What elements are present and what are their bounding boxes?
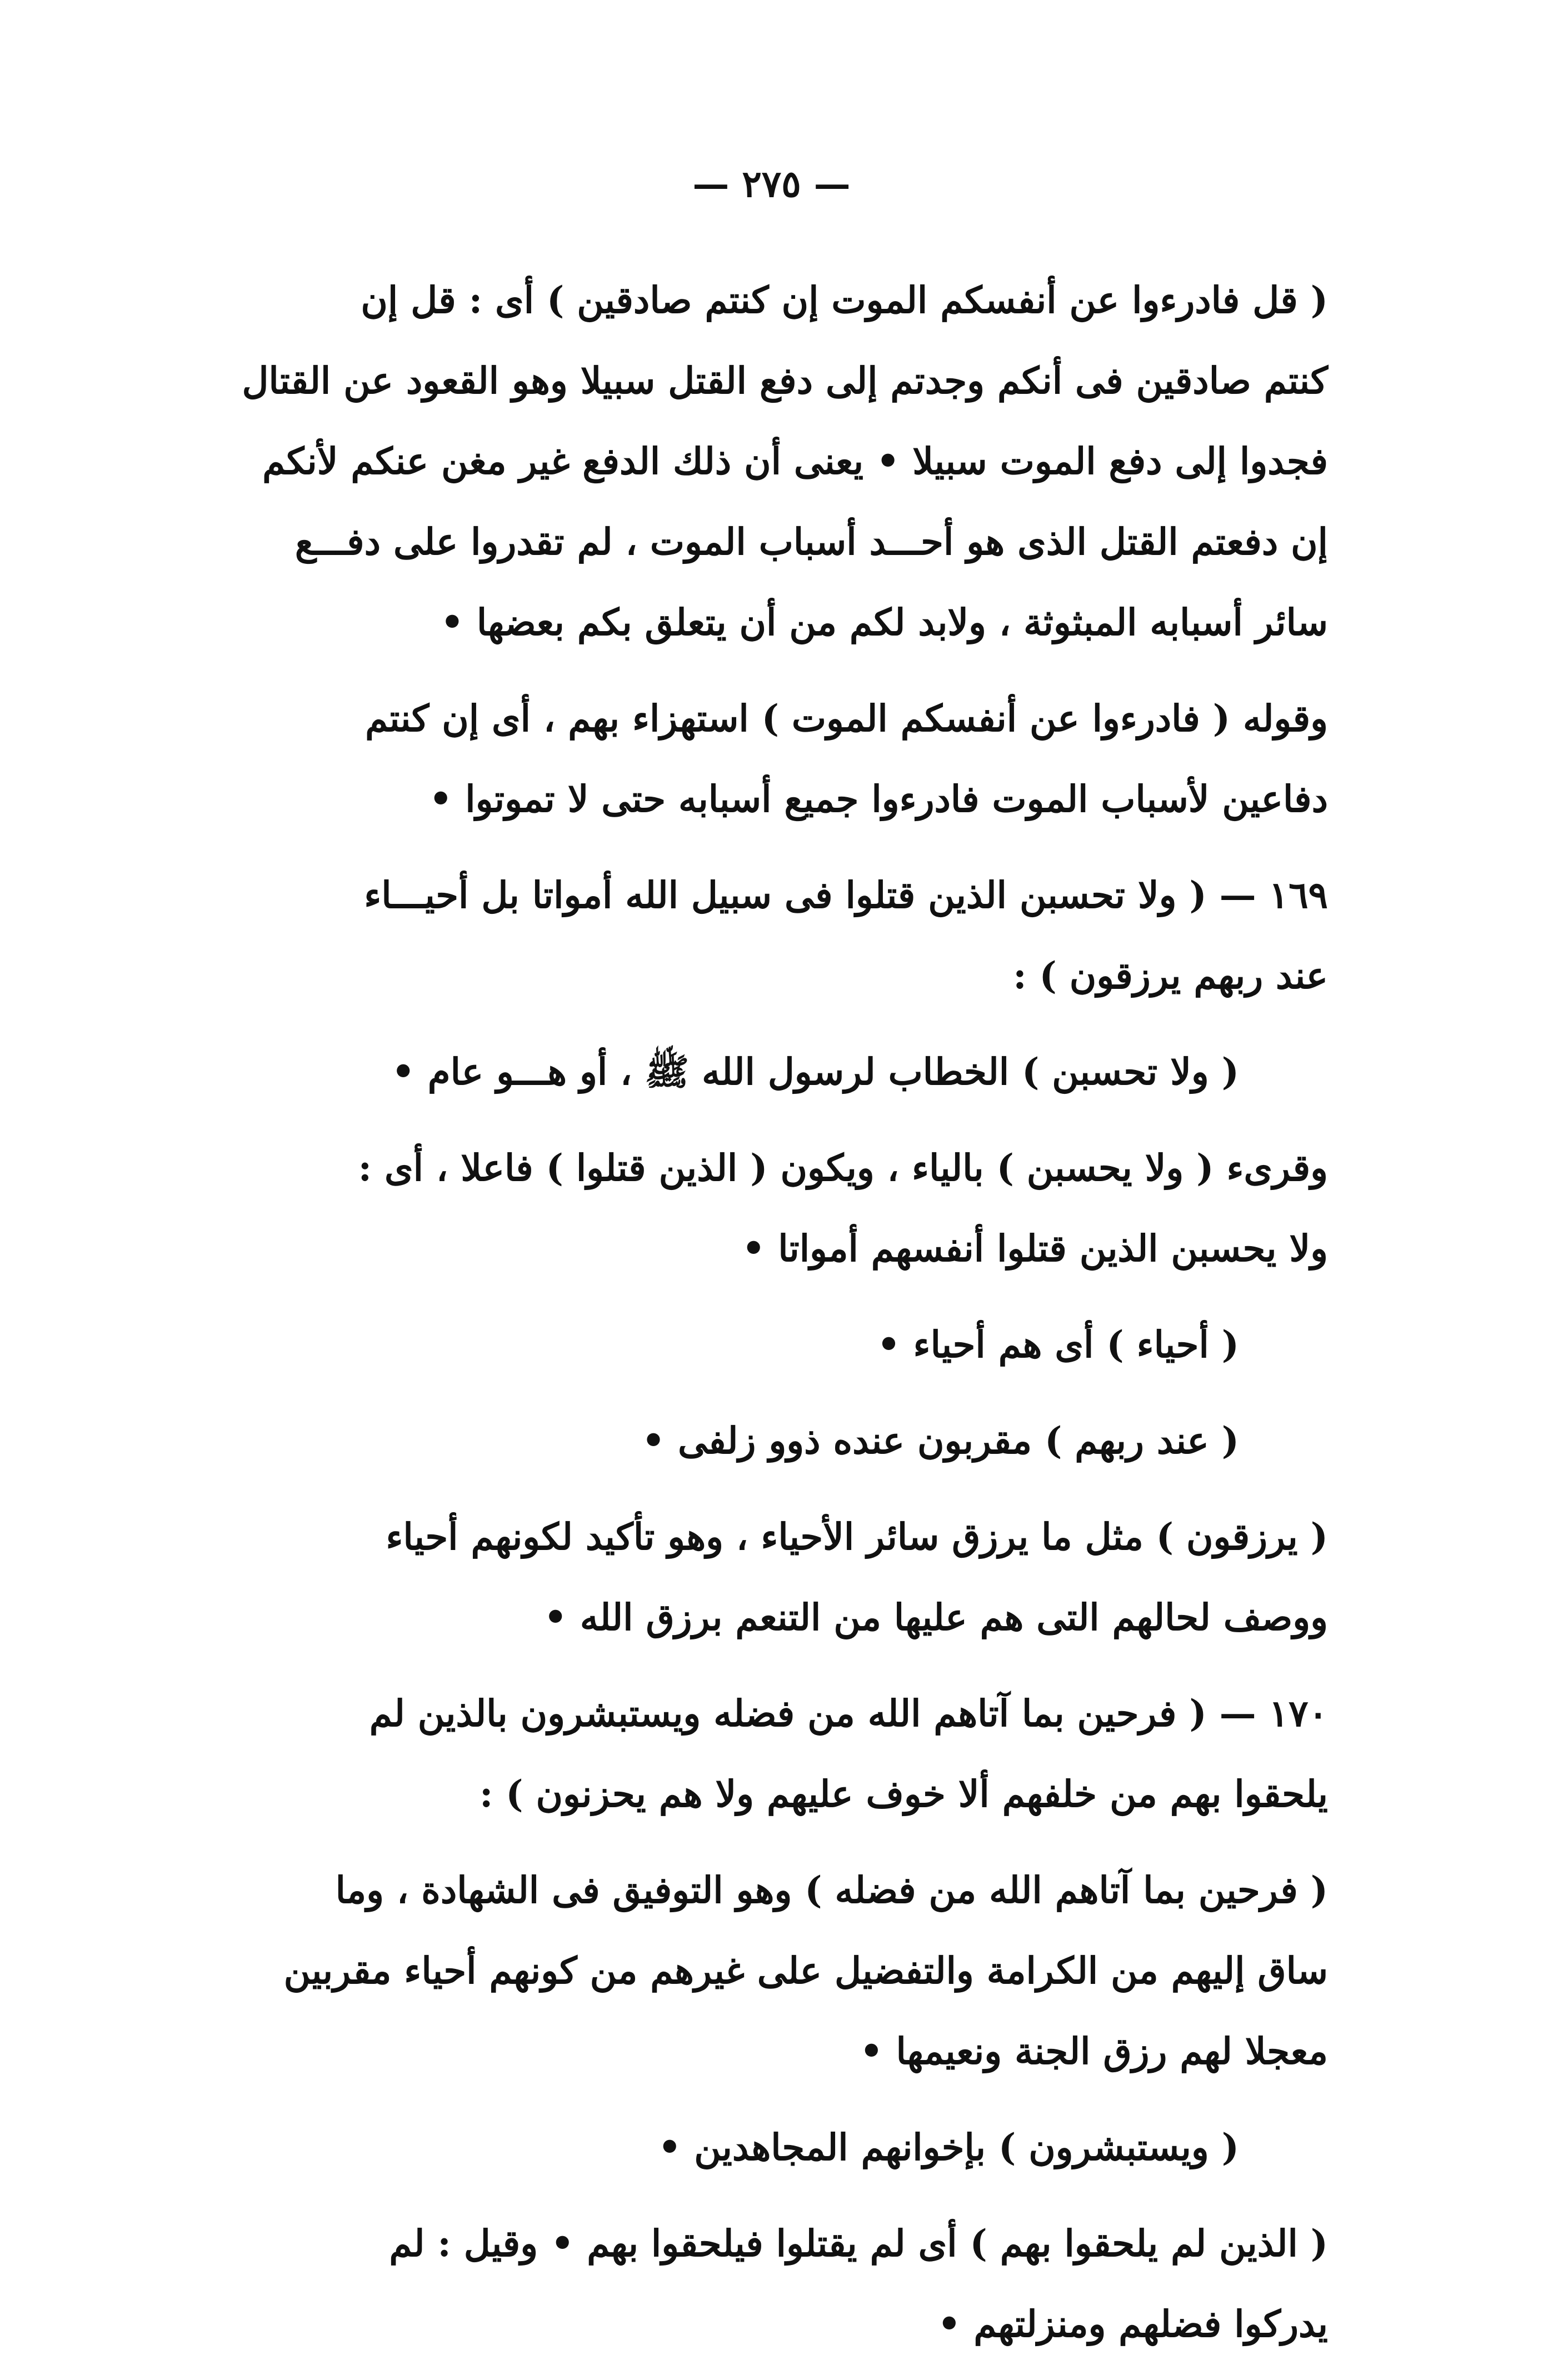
paragraph: [300, 855, 1328, 1016]
text-line: ووصف لحالهم التى هم عليها من التنعم برزق الله •: [543, 1596, 1328, 1639]
text-line: وقرىء ( ولا يحسبن ) بالياء ، ويكون ( الذين قتلوا ) فاعلا ، أى :: [358, 1146, 1328, 1189]
paragraph: [300, 1401, 1328, 1481]
text-line: فجدوا إلى دفع الموت سبيلا • يعنى أن ذلك الدفع غير مغن عنكم لأنكم: [262, 439, 1328, 483]
text-line: عند ربهم يرزقون ) :: [1013, 954, 1328, 997]
text-line: ( ولا تحسبن ) الخطاب لرسول الله ﷺ ، أو هـــو عام •: [391, 1050, 1239, 1093]
paragraph: [242, 260, 1328, 663]
paragraph: [300, 1032, 1328, 1112]
paragraph: [300, 678, 1328, 839]
text-line: كنتم صادقين فى أنكم وجدتم إلى دفع القتل سبيلا وهو القعود عن القتال: [242, 359, 1328, 402]
text-line: سائر أسبابه المبثوثة ، ولابد لكم من أن يتعلق بكم بعضها •: [440, 601, 1328, 644]
text-line: ولا يحسبن الذين قتلوا أنفسهم أمواتا •: [742, 1227, 1328, 1270]
paragraph: [300, 2107, 1328, 2188]
text-line: ( الذين لم يلحقوا بهم ) أى لم يقتلوا فيلحقوا بهم • وقيل : لم: [389, 2222, 1328, 2265]
text-line: ( أحياء ) أى هم أحياء •: [877, 1323, 1239, 1366]
paragraph: [300, 1673, 1328, 1834]
text-line: ( فرحين بما آتاهم الله من فضله ) وهو التوفيق فى الشهادة ، وما: [335, 1868, 1328, 1912]
paragraph: [300, 2203, 1328, 2364]
text-line: ١٦٩ — ( ولا تحسبن الذين قتلوا فى سبيل الله أمواتا بل أحيـــاء: [364, 873, 1328, 917]
text-line: إن دفعتم القتل الذى هو أحـــد أسباب الموت ، لم تقدروا على دفـــع: [294, 520, 1328, 563]
text-line: ( يرزقون ) مثل ما يرزق سائر الأحياء ، وهو تأكيد لكونهم أحياء: [386, 1515, 1328, 1558]
text-line: يدركوا فضلهم ومنزلتهم •: [937, 2302, 1328, 2346]
paragraph: [300, 1304, 1328, 1385]
paragraph: [300, 1128, 1328, 1289]
paragraph: [283, 1850, 1328, 2092]
text-line: يلحقوا بهم من خلفهم ألا خوف عليهم ولا هم يحزنون ) :: [479, 1772, 1328, 1816]
page-number: — ٢٧٥ —: [692, 162, 851, 206]
text-line: ( عند ربهم ) مقربون عنده ذوو زلفى •: [641, 1419, 1239, 1462]
text-line: معجلا لهم رزق الجنة ونعيمها •: [860, 2029, 1328, 2073]
text-line: ( قل فادرءوا عن أنفسكم الموت إن كنتم صادقين ) أى : قل إن: [361, 278, 1328, 322]
text-line: ١٧٠ — ( فرحين بما آتاهم الله من فضله ويستبشرون بالذين لم: [369, 1692, 1328, 1735]
text-line: ساق إليهم من الكرامة والتفضيل على غيرهم من كونهم أحياء مقربين: [283, 1949, 1328, 1992]
paragraph: [300, 1497, 1328, 1658]
text-line: ( ويستبشرون ) بإخوانهم المجاهدين •: [658, 2126, 1239, 2169]
text-line: وقوله ( فادرءوا عن أنفسكم الموت ) استهزاء بهم ، أى إن كنتم: [365, 697, 1328, 740]
text-line: دفاعين لأسباب الموت فادرءوا جميع أسبابه حتى لا تموتوا •: [429, 777, 1328, 821]
body-text: [242, 260, 1328, 2380]
